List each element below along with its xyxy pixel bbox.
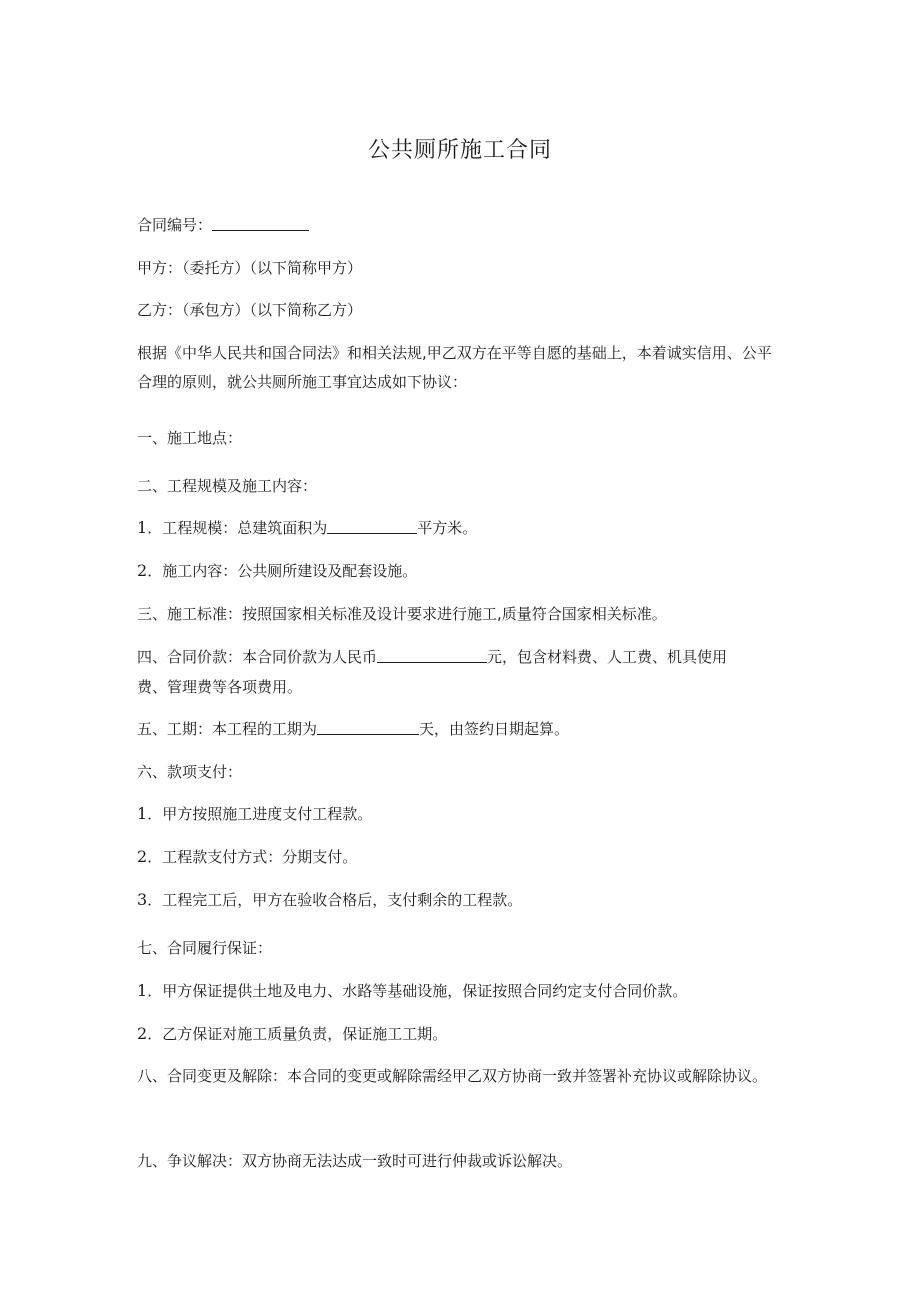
- section-7-heading: 七、合同履行保证：: [137, 939, 273, 957]
- section-7-item-2: [137, 1024, 787, 1044]
- item-number: 3: [137, 890, 148, 909]
- preamble-paragraph: 根据《中华人民共和国合同法》和相关法规,甲乙双方在平等自愿的基础上，本着诚实信用、公平合理的原则，就公共厕所施工事宜达成如下协议：: [137, 344, 772, 391]
- item-text: ．甲方保证提供土地及电力、水路等基础设施，保证按照合同约定支付合同价款。: [147, 982, 688, 1000]
- contract-number-blank: [212, 215, 309, 231]
- page-title: 公共厕所施工合同: [367, 138, 552, 163]
- section-3-paragraph: 三、施工标准：按照国家相关标准及设计要求进行施工,质量符合国家相关标准。: [137, 605, 667, 623]
- section-4-text-cont: 元，包含材料费、人工费、机具使用: [487, 648, 728, 666]
- section-4-paragraph-line-2: 费、管理费等各项费用。: [137, 678, 303, 696]
- party-b-line: 乙方：（承包方）（以下简称乙方）: [137, 301, 363, 319]
- section-6-heading: 六、款项支付：: [137, 763, 243, 781]
- item-text: ．乙方保证对施工质量负责，保证施工工期。: [147, 1025, 448, 1043]
- price-blank: [377, 647, 487, 663]
- item-number: 2: [137, 847, 148, 866]
- contract-number-label: 合同编号：: [137, 216, 213, 234]
- section-7-item-1: [137, 981, 787, 1001]
- section-4-text: 四、合同价款：本合同价款为人民币: [137, 648, 378, 666]
- item-number: 1: [137, 518, 148, 537]
- section-6-item-1: [137, 804, 787, 824]
- section-5-text-cont: 天，由签约日期起算。: [419, 720, 570, 738]
- section-4-paragraph: [137, 647, 787, 667]
- section-9-paragraph: 九、争议解决：双方协商无法达成一致时可进行仲裁或诉讼解决。: [137, 1152, 573, 1170]
- section-2-heading: 二、工程规模及施工内容：: [137, 477, 318, 495]
- section-5-paragraph: [137, 719, 787, 739]
- section-1-heading: 一、施工地点：: [137, 429, 243, 447]
- section-5-text: 五、工期：本工程的工期为: [137, 720, 318, 738]
- section-6-item-3: [137, 890, 787, 910]
- area-blank: [327, 518, 417, 534]
- item-text-suffix: 平方米。: [417, 519, 478, 537]
- item-number: 2: [137, 561, 148, 580]
- party-a-line: 甲方：（委托方）（以下简称甲方）: [137, 259, 363, 277]
- item-text: ．施工内容：公共厕所建设及配套设施。: [147, 562, 418, 580]
- item-number: 2: [137, 1024, 148, 1043]
- item-text: ．工程款支付方式：分期支付。: [147, 848, 358, 866]
- item-number: 1: [137, 804, 148, 823]
- section-2-item-2: [137, 561, 787, 581]
- item-text: ．工程规模：总建筑面积为: [147, 519, 328, 537]
- contract-number-line: [137, 215, 787, 235]
- section-2-item-1: [137, 518, 787, 538]
- section-8-paragraph: 八、合同变更及解除：本合同的变更或解除需经甲乙双方协商一致并签署补充协议或解除协议。: [137, 1067, 768, 1085]
- item-text: ．工程完工后，甲方在验收合格后，支付剩余的工程款。: [147, 891, 523, 909]
- section-6-item-2: [137, 847, 787, 867]
- item-text: ．甲方按照施工进度支付工程款。: [147, 805, 373, 823]
- duration-blank: [317, 719, 419, 735]
- item-number: 1: [137, 981, 148, 1000]
